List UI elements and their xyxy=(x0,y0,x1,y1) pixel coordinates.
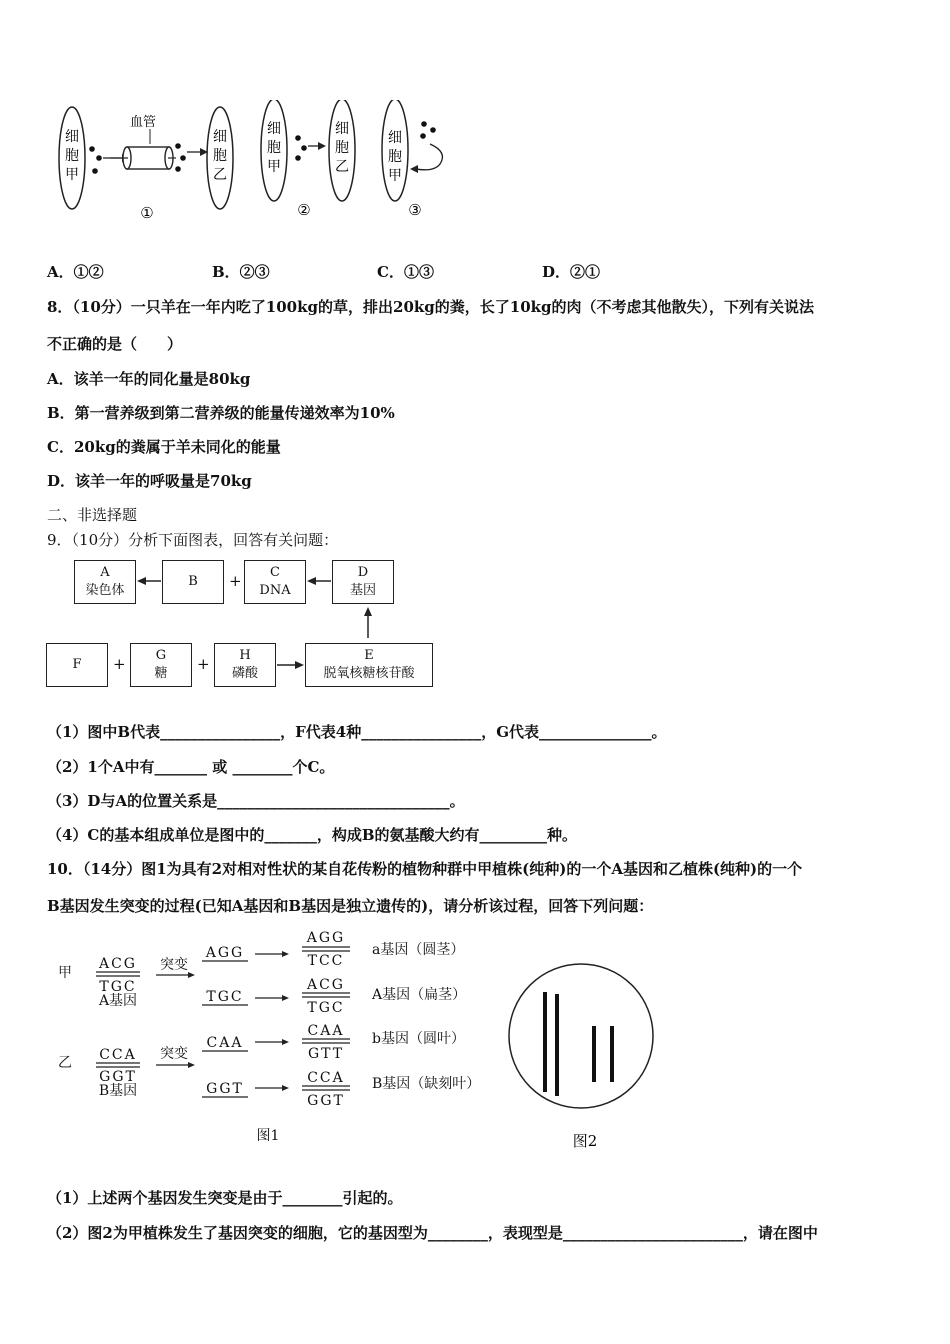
q8-option-d[interactable]: D．该羊一年的呼吸量是70kg xyxy=(47,472,252,490)
q10-stem-line2: B基因发生突变的过程(已知A基因和B基因是独立遗传的)，请分析该过程，回答下列问题： xyxy=(47,897,654,915)
svg-text:AGG: AGG xyxy=(205,945,245,961)
row1-label: a基因（圆茎） xyxy=(372,942,465,958)
q9-sub3: （3）D与A的位置关系是_______________________________。 xyxy=(47,792,465,810)
label-yi: 乙 xyxy=(58,1055,72,1071)
q10-stem-line1: 10．（14分）图1为具有2对相对性状的某自花传粉的植物种群中甲植株(纯种)的一个A基因和乙植株(纯种)的一个 xyxy=(47,860,803,878)
svg-text:CCA: CCA xyxy=(307,1070,345,1086)
label-2: ② xyxy=(297,201,311,219)
box-a-letter: A xyxy=(100,565,110,580)
row2-label: A基因（扁茎） xyxy=(372,987,467,1003)
svg-text:CAA: CAA xyxy=(307,1023,345,1039)
fig1-caption: 图1 xyxy=(256,1128,280,1144)
q7-option-b[interactable]: B．②③ xyxy=(212,263,270,281)
q10-figure1 xyxy=(50,925,500,1150)
cell-jia-2-char: 细 xyxy=(267,121,281,137)
box-d-text: 基因 xyxy=(349,583,376,598)
cell-jia-1-char: 甲 xyxy=(65,167,79,183)
q9-sub1: （1）图中B代表________________，F代表4种________________，G代表_______________。 xyxy=(47,723,667,741)
svg-text:TGC: TGC xyxy=(307,1000,345,1016)
q8-option-a[interactable]: A．该羊一年的同化量是80kg xyxy=(47,370,251,388)
box-e-letter: E xyxy=(364,648,374,663)
svg-text:AGG: AGG xyxy=(306,930,346,946)
svg-text:GGT: GGT xyxy=(99,1069,137,1085)
svg-text:TGC: TGC xyxy=(206,989,244,1005)
svg-text:TGC: TGC xyxy=(99,979,137,995)
cell-circle xyxy=(509,964,653,1108)
cell-jia-3-char: 细 xyxy=(388,130,402,146)
q10-sub1: （1）上述两个基因发生突变是由于________引起的。 xyxy=(47,1189,403,1207)
svg-text:CAA: CAA xyxy=(206,1035,244,1051)
q10-sub2: （2）图2为甲植株发生了基因突变的细胞，它的基因型为________，表现型是________________________，请在图中 xyxy=(47,1224,818,1242)
row4-label: B基因（缺刻叶） xyxy=(372,1076,481,1092)
svg-text:B基因: B基因 xyxy=(98,1083,138,1099)
box-g-letter: G xyxy=(155,648,167,663)
cell-jia-3-char: 甲 xyxy=(388,168,402,184)
q8-option-c[interactable]: C．20kg的粪属于羊未同化的能量 xyxy=(47,438,281,456)
cell-yi-2-char: 细 xyxy=(335,121,349,137)
q9-sub4: （4）C的基本组成单位是图中的_______，构成B的氨基酸大约有_________种。 xyxy=(47,826,578,844)
q7-option-c[interactable]: C．①③ xyxy=(377,263,434,281)
cell-jia-2-char: 甲 xyxy=(267,159,281,175)
q8-stem-line2: 不正确的是（ ） xyxy=(47,335,183,353)
plus-1: + xyxy=(229,572,242,590)
q9-stem: 9．（10分）分析下面图表，回答有关问题： xyxy=(47,531,339,549)
cell-yi-2-char: 胞 xyxy=(335,140,349,156)
box-f-letter: F xyxy=(72,657,82,672)
plus-2: + xyxy=(113,655,126,673)
cell-yi-2-char: 乙 xyxy=(335,159,349,175)
box-b-letter: B xyxy=(188,574,198,589)
box-g-text: 糖 xyxy=(154,666,168,681)
box-d-letter: D xyxy=(357,565,369,580)
box-c-letter: C xyxy=(270,565,280,580)
q9-sub2: （2）1个A中有_______ 或 ________个C。 xyxy=(47,758,335,776)
box-a-text: 染色体 xyxy=(85,583,125,598)
cell-yi-1-char: 细 xyxy=(213,129,227,145)
plus-3: + xyxy=(197,655,210,673)
cell-jia-1-char: 胞 xyxy=(65,148,79,164)
cell-yi-1-char: 乙 xyxy=(213,167,227,183)
mutation-jia: 突变 xyxy=(160,957,188,973)
box-h-text: 磷酸 xyxy=(231,666,258,681)
svg-text:GGT: GGT xyxy=(206,1081,244,1097)
cell-jia-2-char: 胞 xyxy=(267,140,281,156)
box-c-text: DNA xyxy=(259,583,291,598)
svg-text:GGT: GGT xyxy=(307,1093,345,1109)
section-heading: 二、非选择题 xyxy=(47,506,138,524)
box-e-text: 脱氧核糖核苷酸 xyxy=(323,666,415,681)
q7-option-d[interactable]: D．②① xyxy=(542,263,601,281)
label-1: ① xyxy=(140,204,154,222)
q9-arrows xyxy=(0,0,450,700)
label-jia: 甲 xyxy=(58,965,72,981)
svg-text:CCA: CCA xyxy=(99,1047,137,1063)
label-3: ③ xyxy=(408,201,422,219)
box-h-letter: H xyxy=(239,648,251,663)
row3-label: b基因（圆叶） xyxy=(372,1031,465,1047)
svg-text:A基因: A基因 xyxy=(98,993,138,1009)
q10-figure2 xyxy=(505,950,665,1160)
cell-jia-1-char: 细 xyxy=(65,129,79,145)
svg-text:TCC: TCC xyxy=(307,953,345,969)
mutation-yi: 突变 xyxy=(160,1046,188,1062)
q8-option-b[interactable]: B．第一营养级到第二营养级的能量传递效率为10% xyxy=(47,404,395,422)
vessel-label: 血管 xyxy=(129,115,157,130)
q7-option-a[interactable]: A．①② xyxy=(47,263,104,281)
svg-text:ACG: ACG xyxy=(98,956,138,972)
cell-jia-3-char: 胞 xyxy=(388,149,402,165)
q8-stem-line1: 8．（10分）一只羊在一年内吃了100kg的草，排出20kg的粪，长了10kg的肉（不考虑其他散失），下列有关说法 xyxy=(47,298,815,316)
svg-text:GTT: GTT xyxy=(307,1046,345,1062)
fig2-caption: 图2 xyxy=(572,1132,598,1150)
cell-yi-1-char: 胞 xyxy=(213,148,227,164)
svg-text:ACG: ACG xyxy=(306,977,346,993)
